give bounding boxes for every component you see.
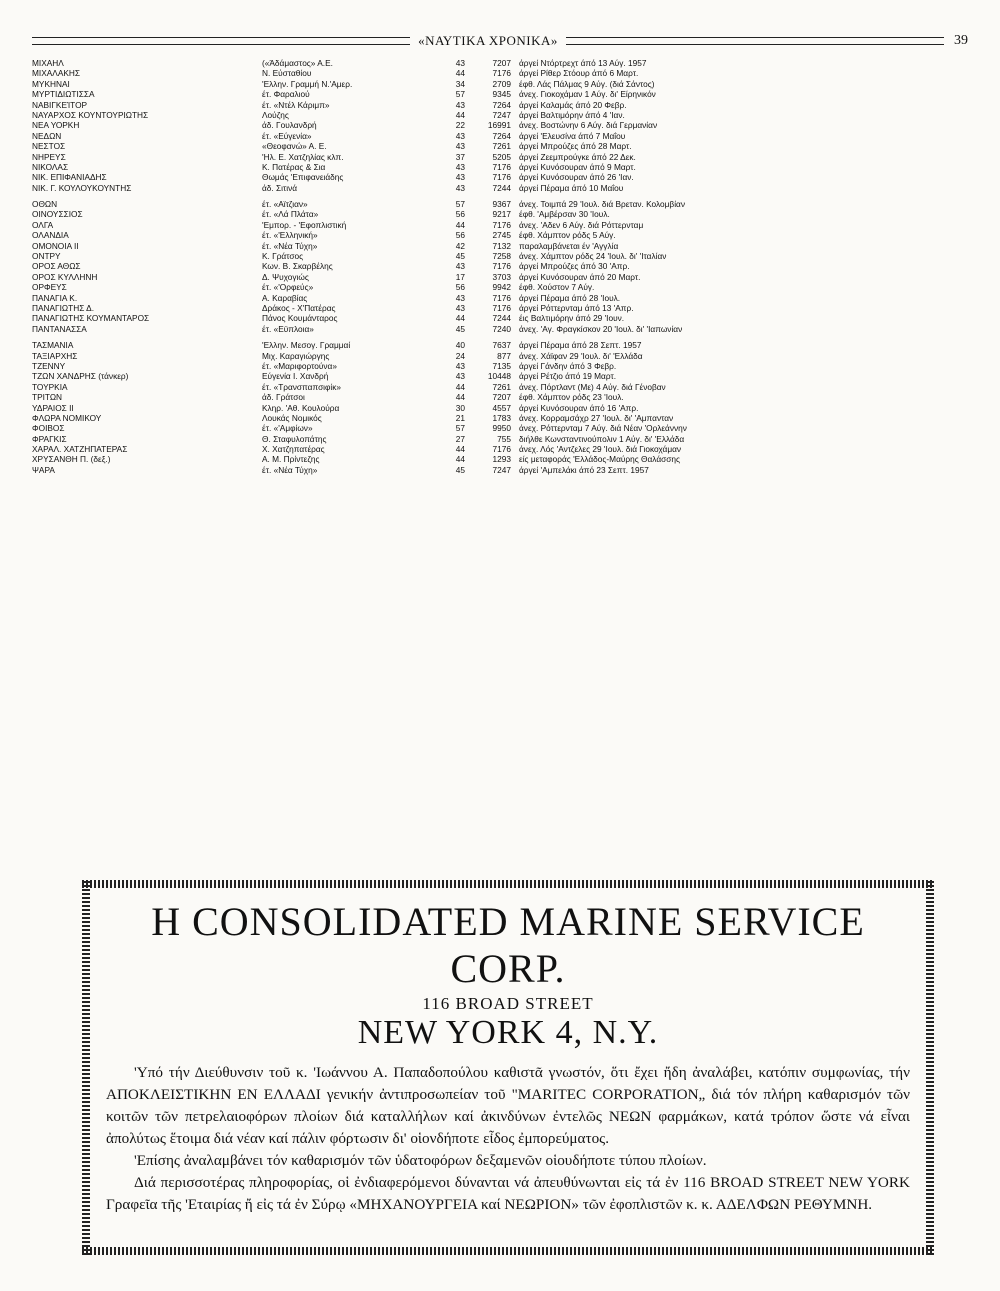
ship-owner: έτ. «Εύγενία» [262,130,312,141]
ship-owner: Κ. Γράτσος [262,251,304,262]
table-row [32,152,942,162]
ship-owner: 'Ηλ. Ε. Χατζηλίας κλπ. [262,151,344,162]
table-row [32,251,942,261]
ship-tonnage: 4557 [492,402,511,413]
ship-tonnage: 7247 [492,464,511,475]
ship-movement: άργεί Μπρούζες άπό 28 Μαρτ. [519,141,632,152]
ship-movement: άνεχ. Χάϊφαν 29 'Ιουλ. δι' 'Ελλάδα [519,350,643,361]
ship-movement: άργεί Πέραμα άπό 28 Σεπτ. 1957 [519,340,642,351]
ship-name: ΠΑΝΑΓΙΩΤΗΣ Δ. [32,302,95,313]
ship-year: 44 [455,392,465,403]
ship-name: ΝΙΚ. Γ. ΚΟΥΛΟΥΚΟΥΝΤΗΣ [32,182,132,193]
ship-tonnage: 755 [497,433,511,444]
table-row [32,293,942,303]
ad-paragraph-2: 'Επίσης ἀναλαμβάνει τόν καθαρισμόν τῶν ὑδατοφόρων δεξαμενῶν οἱουδήποτε τύπου πλοίων. [134,1152,707,1169]
ship-owner: έτ. «Ντέλ Κάριμπ» [262,99,330,110]
ship-year: 45 [455,251,465,262]
ship-year: 57 [455,89,465,100]
table-row [32,340,942,350]
ship-name: ΟΝΤΡΥ [32,251,61,262]
ship-name: ΠΑΝΑΓΙΩΤΗΣ ΚΟΥΜΑΝΤΑΡΟΣ [32,313,150,324]
ship-owner: έτ. «Νέα Τύχη» [262,464,318,475]
ship-year: 22 [455,120,465,131]
ship-movement: άνεχ. 'Αγ. Φραγκίσκον 20 'Ιουλ. δι' 'Ιαπωνίαν [519,323,683,334]
table-row [32,324,942,334]
ship-movement: άνεχ. Λός 'Αντζελες 29 'Ιουλ. διά Γιοκοχάμαν [519,444,682,455]
ship-name: ΟΡΟΣ ΚΥΛΛΗΝΗ [32,271,98,282]
ship-owner: έτ. «Εϋπλοια» [262,323,314,334]
ship-tonnage: 7176 [492,172,511,183]
ship-year: 30 [455,402,465,413]
ship-tonnage: 9367 [492,199,511,210]
table-row [32,434,942,444]
ship-owner: Α. Καραβίας [262,292,308,303]
ship-owner: έτ. «Νέα Τύχη» [262,240,318,251]
ad-border-right [926,880,934,1255]
table-row [32,423,942,433]
ship-year: 44 [455,219,465,230]
ship-owner: («Άδάμαστος» Α.Ε. [262,58,333,68]
table-row [32,141,942,151]
ship-movement: άργεί 'Αμπελάκι άπό 23 Σεπτ. 1957 [519,464,649,475]
ship-name: ΟΛΓΑ [32,219,54,230]
table-row [32,230,942,240]
ship-movement: άργεί Κυνόσουραν άπό 16 'Απρ. [519,402,639,413]
table-row [32,172,942,182]
ship-tonnage: 9217 [492,209,511,220]
ad-city: NEW YORK 4, N.Y. [357,1014,659,1051]
masthead [32,30,968,52]
ship-name: ΤΑΣΜΑΝΙΑ [32,340,74,351]
table-row [32,371,942,381]
ship-movement: άργεί Ρίθερ Στόουρ άπό 6 Μαρτ. [519,68,639,79]
ship-year: 43 [455,371,465,382]
ship-tonnage: 7637 [492,340,511,351]
page-number: 39 [954,33,968,48]
ad-border-left [82,880,90,1255]
table-row [32,100,942,110]
ship-year: 45 [455,464,465,475]
ship-tonnage: 9345 [492,89,511,100]
ship-name: ΟΡΦΕΥΣ [32,282,67,293]
ship-tonnage: 7176 [492,292,511,303]
ship-name: ΝΗΡΕΥΣ [32,151,66,162]
ship-movement: άργεί Ντόρτρεχτ άπό 13 Αύγ. 1957 [519,58,647,68]
advertisement [82,880,934,1255]
ship-year: 57 [455,423,465,434]
ship-name: ΜΙΧΑΛΑΚΗΣ [32,68,81,79]
ship-year: 44 [455,444,465,455]
ship-year: 43 [455,161,465,172]
ship-owner: Μιχ. Καραγιώργης [262,350,330,361]
ship-movement: άνεχ. Κορραμσάχρ 27 'Ιουλ. δι' 'Αμπανταν [519,412,674,423]
ship-movement: διήλθε Κωνσταντινούπολιν 1 Αύγ. δι' 'Ελλάδα [519,433,685,444]
ship-year: 43 [455,360,465,371]
ship-name: ΧΡΥΣΑΝΘΗ Π. (δεξ.) [32,454,111,465]
table-row [32,183,942,193]
ship-tonnage: 7207 [492,392,511,403]
ship-tonnage: 7135 [492,360,511,371]
table-row [32,89,942,99]
ship-tonnage: 1783 [492,412,511,423]
ship-name: ΦΛΩΡΑ ΝΟΜΙΚΟΥ [32,412,102,423]
ship-name: ΧΑΡΑΛ. ΧΑΤΖΗΠΑΤΕΡΑΣ [32,444,128,455]
ship-owner: 'Ελλην. Γραμμή Ν.'Αμερ. [262,78,353,89]
ship-tonnage: 9942 [492,282,511,293]
ship-owner: Κληρ. 'Αθ. Κουλούρα [262,402,340,413]
ship-year: 43 [455,182,465,193]
table-row [32,199,942,209]
ship-year: 44 [455,454,465,465]
ship-year: 56 [455,230,465,241]
ship-tonnage: 2709 [492,78,511,89]
ship-register-table [32,58,942,475]
ship-tonnage: 10448 [487,371,511,382]
ship-owner: Πάνος Κουμάνταρος [262,313,338,324]
ship-name: ΝΕΣΤΟΣ [32,141,66,152]
ship-movement: άνεχ. Τοιμπά 29 'Ιουλ. διά Βρεταν. Κολομβίαν [519,199,685,210]
ship-owner: Ν. Εύσταθίου [262,68,312,79]
ship-year: 44 [455,313,465,324]
ship-name: ΟΙΝΟΥΣΣΙΟΣ [32,209,83,220]
ship-year: 43 [455,302,465,313]
ship-owner: Λουκάς Νομικός [262,412,322,423]
ship-movement: άνεχ. Βοστώνην 6 Αύγ. διά Γερμανίαν [519,120,658,131]
ship-movement: έις Βαλτιμόρην άπό 29 'Ιουν. [519,313,625,324]
ship-movement: άργεί Ζεεμπρούγκε άπό 22 Δεκ. [519,151,636,162]
ship-name: ΟΜΟΝΟΙΑ ΙΙ [32,240,79,251]
ship-owner: έτ. «'Ορφεύς» [262,282,314,293]
ship-movement: άνεχ. Χάμπτον ρόδς 24 'Ιουλ. δι' 'Ιταλίαν [519,251,667,262]
ship-owner: Κ. Πατέρας & Σια [262,161,326,172]
ship-year: 44 [455,381,465,392]
ship-tonnage: 7247 [492,109,511,120]
ship-tonnage: 7264 [492,99,511,110]
ship-tonnage: 7132 [492,240,511,251]
masthead-rule-left [32,37,410,45]
ship-tonnage: 3703 [492,271,511,282]
ship-movement: άργεί Πέραμα άπό 10 Μαΐου [519,182,624,193]
ship-name: ΤΑΞΙΑΡΧΗΣ [32,350,78,361]
ship-tonnage: 7261 [492,141,511,152]
ship-name: ΟΛΑΝΔΙΑ [32,230,69,241]
ship-tonnage: 1293 [492,454,511,465]
ship-name: ΦΟΙΒΟΣ [32,423,65,434]
ship-tonnage: 7207 [492,58,511,68]
ship-tonnage: 7258 [492,251,511,262]
ship-year: 56 [455,209,465,220]
table-row [32,261,942,271]
ship-tonnage: 7244 [492,313,511,324]
ship-movement: άργεί Κυνόσουραν άπό 20 Μαρτ. [519,271,641,282]
ship-year: 43 [455,172,465,183]
ship-tonnage: 7176 [492,219,511,230]
ship-tonnage: 7176 [492,302,511,313]
ship-year: 21 [455,412,465,423]
ship-name: ΟΘΩΝ [32,199,58,210]
table-row [32,58,942,68]
ship-year: 37 [455,151,465,162]
table-row [32,454,942,464]
ship-year: 43 [455,99,465,110]
ship-owner: Εύγενία Ι. Χανδρή [262,371,329,382]
ship-year: 56 [455,282,465,293]
ship-name: ΠΑΝΤΑΝΑΣΣΑ [32,323,87,334]
ship-owner: άδ. Γουλανδρή [262,120,317,131]
ship-owner: Χ. Χατζηπατέρας [262,444,325,455]
ship-movement: άργεί Μπρούζες άπό 30 'Απρ. [519,261,630,272]
table-row [32,403,942,413]
ship-owner: Κων. Β. Σκαρβέλης [262,261,333,272]
ship-name: ΝΕΑ ΥΟΡΚΗ [32,120,80,131]
table-row [32,413,942,423]
ship-name: ΨΑΡΑ [32,464,55,475]
ship-name: ΝΕΔΩΝ [32,130,62,141]
ship-tonnage: 5205 [492,151,511,162]
ship-owner: έτ. «Τρανσπαπσιφίκ» [262,381,342,392]
ship-owner: Δράκος - Χ'Πατέρας [262,302,336,313]
ship-tonnage: 7176 [492,261,511,272]
table-row [32,79,942,89]
ship-owner: Θωμάς 'Επιφανειάδης [262,172,344,183]
ship-movement: άργεί Κυνόσουραν άπό 26 'Ιαν. [519,172,634,183]
ship-name: ΝΙΚ. ΕΠΙΦΑΝΙΑΔΗΣ [32,172,107,183]
ship-tonnage: 2745 [492,230,511,241]
ship-owner: έτ. «Αϊτζιαν» [262,199,308,210]
ship-movement: έφθ. Λάς Πάλμας 9 Αύγ. (διά Σάντος) [519,78,655,89]
ship-name: ΤΟΥΡΚΙΑ [32,381,68,392]
ship-movement: άργεί Βαλτιμόρην άπό 4 'Ιαν. [519,109,625,120]
ship-owner: άδ. Σιτινά [262,182,298,193]
ship-year: 45 [455,323,465,334]
ship-owner: 'Ελλην. Μεσογ. Γραμμαί [262,340,351,351]
ship-year: 40 [455,340,465,351]
ship-movement: άργεί Ρόττερνταμ άπό 13 'Απρ. [519,302,634,313]
ad-border-top [82,880,934,888]
masthead-rule-right [566,37,944,45]
table-row [32,209,942,219]
ship-movement: άνεχ. Γιοκοχάμαν 1 Αύγ. δι' Είρηνικόν [519,89,656,100]
ship-movement: άργεί 'Ελευσίνα άπό 7 Μαΐου [519,130,626,141]
ship-tonnage: 7176 [492,444,511,455]
table-row [32,241,942,251]
ad-street-address: 116 BROAD STREET [422,994,594,1013]
table-row [32,361,942,371]
table-row [32,392,942,402]
ship-name: ΤΖΩΝ ΧΑΝΔΡΗΣ (τάνκερ) [32,371,129,382]
ship-year: 43 [455,141,465,152]
ship-name: ΜΥΡΤΙΔΙΩΤΙΣΣΑ [32,89,95,100]
table-row [32,272,942,282]
ship-year: 24 [455,350,465,361]
ship-tonnage: 7176 [492,68,511,79]
ship-tonnage: 9950 [492,423,511,434]
table-row [32,444,942,454]
ship-year: 43 [455,292,465,303]
ship-tonnage: 16991 [487,120,511,131]
ad-body-text [100,1062,916,1216]
ship-tonnage: 7240 [492,323,511,334]
ad-paragraph-1: 'Υπό τήν Διεύθυνσιν τοῦ κ. 'Ιωάννου Α. Παπαδοπούλου καθιστᾶ γνωστόν, ὅτι ἔχει ἤδη ἀναλάβει, κατόπιν συμφωνίας, τήν ΑΠΟΚΛΕΙΣΤΙΚΗΝ ΕΝ ΕΛΛΑΔΙ γενικήν ἀντιπροσωπείαν τοῦ "MARITEC CORPORATION„ διά τόν πλήρη καθαρισμόν τῶν κοιτῶν τῶν πετρελαιοφόρων πλοίων διά καταλλήλων καί ἀκινδύνων ἐντελῶς ΝΕΩΝ φαρμάκων, κατά τρόπον ὥστε νά εἶναι ἀπολύτως ἕτοιμα διά νέαν καί πάλιν φόρτωσιν δι' οἱονδήποτε εἶδος ἐμπορεύματος. [106,1064,910,1147]
table-row [32,120,942,130]
table-row [32,282,942,292]
ship-year: 57 [455,199,465,210]
ship-year: 44 [455,68,465,79]
ship-name: ΠΑΝΑΓΙΑ Κ. [32,292,78,303]
ship-tonnage: 877 [497,350,511,361]
table-row [32,162,942,172]
ship-year: 44 [455,109,465,120]
table-row [32,351,942,361]
ship-owner: έτ. Φαραλιού [262,89,310,100]
ship-movement: έφθ. Χάμπτον ρόδς 5 Αύγ. [519,230,616,241]
ship-year: 27 [455,433,465,444]
ship-owner: Δ. Ψυχογιώς [262,271,309,282]
ship-owner: Λούζης [262,109,289,120]
ship-name: ΥΔΡΑΙΟΣ ΙΙ [32,402,74,413]
ship-name: ΜΙΧΑΗΛ [32,58,64,68]
ship-movement: παραλαμβάνεται έν 'Αγγλία [519,240,619,251]
ship-tonnage: 7176 [492,161,511,172]
ship-name: ΝΑΥΑΡΧΟΣ ΚΟΥΝΤΟΥΡΙΩΤΗΣ [32,109,149,120]
ship-movement: είς μεταφοράς 'Ελλάδος-Μαύρης Θαλάσσης [519,454,680,465]
ship-name: ΤΖΕΝΝΥ [32,360,66,371]
ship-year: 42 [455,240,465,251]
ship-movement: άνεχ. 'Αδεν 6 Αύγ. διά Ρόττερνταμ [519,219,644,230]
ship-tonnage: 7244 [492,182,511,193]
ship-owner: Θ. Σταφυλοπάτης [262,433,327,444]
ship-movement: άργεί Καλαμάς άπό 20 Φεβρ. [519,99,627,110]
ship-tonnage: 7261 [492,381,511,392]
ship-movement: άργεί Γάνδην άπό 3 Φεβρ. [519,360,617,371]
ship-name: ΤΡΙΤΩΝ [32,392,63,403]
table-row [32,382,942,392]
ad-content [100,894,916,1241]
ad-border-bottom [82,1247,934,1255]
ship-name: ΟΡΟΣ ΑΘΩΣ [32,261,81,272]
ship-year: 43 [455,261,465,272]
ship-owner: έτ. «'Αμφίων» [262,423,313,434]
ship-movement: έφθ. 'Αμβέρσαν 30 'Ιουλ. [519,209,610,220]
ship-name: ΝΙΚΟΛΑΣ [32,161,69,172]
table-row [32,110,942,120]
ship-owner: «Θεοφανώ» Α. Ε. [262,141,327,152]
ship-movement: άνεχ. Πόρτλαντ (Με) 4 Αύγ. διά Γένοβαν [519,381,666,392]
ad-paragraph-3: Διά περισσοτέρας πληροφορίας, οἱ ἐνδιαφερόμενοι δύνανται νά ἀπευθύνωνται εἰς τά ἐν 116 BROAD STREET NEW YORK Γραφεῖα τῆς 'Εταιρίας ἤ εἰς τά ἐν Σύρῳ «ΜΗΧΑΝΟΥΡΓΕΙΑ καί ΝΕΩΡΙΟΝ» τῶν ἐφοπλιστῶν κ. κ. ΑΔΕΛΦΩΝ ΡΕΘΥΜΝΗ. [106,1174,910,1213]
ship-name: ΜΥΚΗΝΑΙ [32,78,70,89]
ship-movement: άργεί Κυνόσουραν άπό 9 Μαρτ. [519,161,636,172]
table-row [32,313,942,323]
table-row [32,303,942,313]
publication-title: «ΝΑΥΤΙΚΑ ΧΡΟΝΙΚΑ» [418,33,558,48]
ship-owner: 'Εμπορ. - 'Εφοπλιστική [262,219,347,230]
ship-movement: έφθ. Χούστον 7 Αύγ. [519,282,595,293]
table-row [32,465,942,475]
ship-owner: άδ. Γράτσοι [262,392,305,403]
ship-owner: έτ. «Λά Πλάτα» [262,209,319,220]
ship-year: 34 [455,78,465,89]
table-row [32,220,942,230]
ship-year: 43 [455,58,465,68]
ship-movement: άργεί Ρέτζιο άπό 19 Μαρτ. [519,371,617,382]
ship-movement: έφθ. Χάμπτον ρόδς 23 'Ιουλ. [519,392,624,403]
table-row [32,131,942,141]
ship-year: 43 [455,130,465,141]
table-row [32,68,942,78]
ship-name: ΦΡΑΓΚΙΣ [32,433,67,444]
ship-owner: έτ. «Μαριφορτούνα» [262,360,337,371]
ad-company-name: Η CONSOLIDATED MARINE SERVICE CORP. [151,899,865,991]
ship-owner: έτ. «'Ελληνική» [262,230,318,241]
ship-tonnage: 7264 [492,130,511,141]
ship-name: ΝΑΒΙΓΚΕΊΤΟΡ [32,99,88,110]
ship-movement: άνεχ. Ρόττερνταμ 7 Αύγ. διά Νέαν 'Ορλεάννην [519,423,687,434]
ship-year: 17 [455,271,465,282]
ship-owner: Α. Μ. Πρίντεζης [262,454,320,465]
ship-movement: άργεί Πέραμα άπό 28 'Ιουλ. [519,292,621,303]
